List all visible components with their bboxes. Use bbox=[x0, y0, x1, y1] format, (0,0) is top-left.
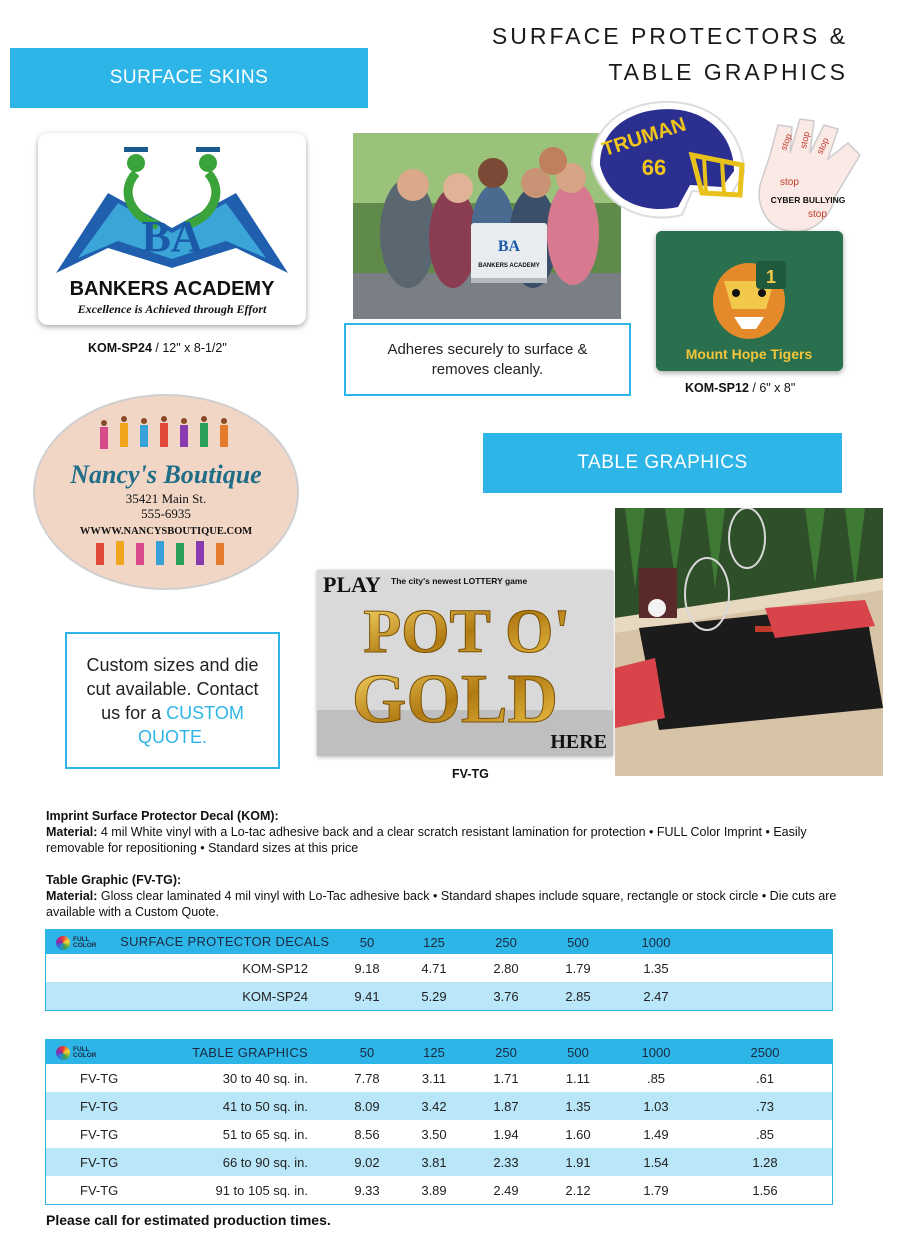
svg-text:Excellence is Achieved through: Excellence is Achieved through Effort bbox=[77, 302, 267, 316]
svg-text:POT O': POT O' bbox=[363, 598, 571, 666]
full-color-logo-icon: FULL COLOR bbox=[56, 936, 96, 950]
pot-o-gold-sample bbox=[317, 570, 613, 756]
table-graphics-banner: TABLE GRAPHICS bbox=[483, 433, 842, 493]
svg-text:66: 66 bbox=[641, 155, 667, 180]
full-color-logo-icon: FULL COLOR bbox=[56, 1046, 96, 1060]
svg-text:BA: BA bbox=[497, 238, 521, 255]
svg-text:TRUMAN: TRUMAN bbox=[599, 113, 689, 162]
svg-text:stop: stop bbox=[808, 209, 827, 220]
svg-text:35421 Main St.: 35421 Main St. bbox=[125, 491, 207, 506]
svg-text:The city's newest LOTTERY game: The city's newest LOTTERY game bbox=[391, 576, 528, 586]
svg-text:stop: stop bbox=[780, 177, 799, 188]
svg-text:555-6935: 555-6935 bbox=[141, 506, 191, 521]
surface-protector-price-table bbox=[45, 929, 833, 1011]
bankers-academy-sample bbox=[38, 133, 306, 325]
nancys-boutique-sample bbox=[32, 393, 300, 591]
svg-text:stop: stop bbox=[814, 136, 831, 156]
surface-skins-banner: SURFACE SKINS bbox=[10, 48, 368, 108]
production-times-note: Please call for estimated production times. bbox=[46, 1212, 331, 1228]
table-row: FV-TG 51 to 65 sq. in. 8.56 3.50 1.94 1.60 1.49 .85 bbox=[80, 1126, 775, 1142]
svg-text:1: 1 bbox=[765, 267, 777, 287]
svg-text:BANKERS ACADEMY: BANKERS ACADEMY bbox=[69, 278, 275, 300]
svg-text:BANKERS ACADEMY: BANKERS ACADEMY bbox=[478, 263, 540, 269]
svg-text:Nancy's Boutique: Nancy's Boutique bbox=[70, 460, 262, 489]
svg-text:HERE: HERE bbox=[550, 731, 607, 753]
mount-hope-tigers-sample bbox=[656, 231, 843, 371]
table-row: FV-TG 66 to 90 sq. in. 9.02 3.81 2.33 1.91 1.54 1.28 bbox=[46, 1148, 832, 1176]
svg-text:BA: BA bbox=[141, 212, 203, 261]
table-header-row: FULL COLOR SURFACE PROTECTOR DECALS 50 125 250 500 1000 bbox=[46, 930, 832, 954]
table-row: FV-TG 91 to 105 sq. in. 9.33 3.89 2.49 2.12 1.79 1.56 bbox=[80, 1182, 778, 1198]
table-header-row: FULL COLOR TABLE GRAPHICS 50 125 250 500 1000 2500 bbox=[46, 1040, 832, 1064]
table-row: KOM-SP12 9.18 4.71 2.80 1.79 1.35 bbox=[242, 960, 669, 976]
table-row: FV-TG 30 to 40 sq. in. 7.78 3.11 1.71 1.11 .85 .61 bbox=[80, 1070, 775, 1086]
adheres-callout: Adheres securely to surface & removes cleanly. bbox=[344, 323, 631, 396]
svg-text:stop: stop bbox=[778, 132, 794, 152]
sp12-caption: KOM-SP12 / 6" x 8" bbox=[685, 381, 796, 395]
custom-quote-link[interactable]: CUSTOM QUOTE. bbox=[137, 702, 244, 747]
kom-description: Imprint Surface Protector Decal (KOM): Material: 4 mil White vinyl with a Lo-tac adhesive back and a clear scratch resistant lamination for protection • FULL Color Imprint • Easily removable for repositioning • Standard sizes at this price bbox=[46, 809, 807, 855]
fvtg-description: Table Graphic (FV-TG): Material: Gloss clear laminated 4 mil vinyl with Lo-Tac adhesive back • Standard shapes include square, rectangle or stock circle • Die cuts are available with a Custom Quote. bbox=[46, 873, 837, 919]
table-title: SURFACE PROTECTOR DECALS bbox=[120, 934, 330, 950]
svg-text:GOLD: GOLD bbox=[351, 661, 559, 738]
svg-text:stop: stop bbox=[798, 130, 812, 150]
table-row: FV-TG 41 to 50 sq. in. 8.09 3.42 1.87 1.35 1.03 .73 bbox=[46, 1092, 832, 1120]
restaurant-table-photo bbox=[615, 508, 883, 776]
table-graphics-price-table bbox=[45, 1039, 833, 1205]
page-title: SURFACE PROTECTORS & TABLE GRAPHICS bbox=[491, 23, 848, 85]
fvtg-caption: FV-TG bbox=[452, 767, 489, 781]
sp24-caption: KOM-SP24 / 12" x 8-1/2" bbox=[88, 341, 227, 355]
svg-text:WWWW.NANCYSBOUTIQUE.COM: WWWW.NANCYSBOUTIQUE.COM bbox=[79, 526, 253, 537]
bankers-academy-logo bbox=[38, 133, 306, 325]
table-row: KOM-SP24 9.41 5.29 3.76 2.85 2.47 bbox=[46, 982, 832, 1010]
truman-helmet-sample bbox=[582, 95, 752, 225]
svg-text:Mount Hope Tigers: Mount Hope Tigers bbox=[685, 346, 813, 362]
svg-text:CYBER BULLYING: CYBER BULLYING bbox=[770, 195, 846, 205]
cyber-bullying-hand-sample bbox=[750, 115, 868, 240]
students-laptop-photo bbox=[353, 133, 621, 319]
custom-quote-callout: Custom sizes and die cut available. Contact us for a CUSTOM QUOTE. bbox=[65, 632, 280, 769]
svg-text:PLAY: PLAY bbox=[323, 572, 381, 597]
table-title: TABLE GRAPHICS bbox=[146, 1040, 336, 1064]
